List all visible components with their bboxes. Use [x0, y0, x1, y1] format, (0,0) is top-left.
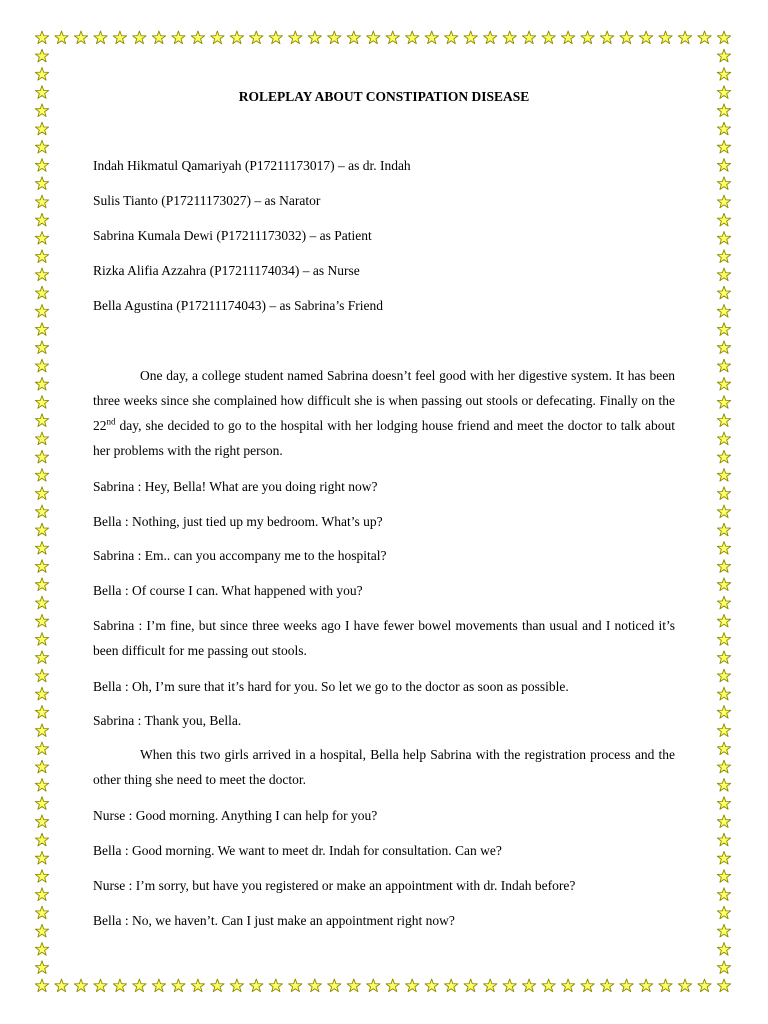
star-icon [35, 961, 48, 974]
star-icon [717, 414, 730, 427]
star-icon [717, 924, 730, 937]
star-icon [717, 815, 730, 828]
star-icon [35, 31, 48, 44]
star-icon [717, 961, 730, 974]
star-icon [35, 888, 48, 901]
star-icon [717, 31, 730, 44]
star-icon [35, 268, 48, 281]
star-icon [35, 195, 48, 208]
star-icon [35, 323, 48, 336]
star-icon [35, 68, 48, 81]
document-page [93, 0, 675, 1024]
star-icon [35, 797, 48, 810]
star-icon [35, 232, 48, 245]
star-icon [35, 396, 48, 409]
star-icon [717, 560, 730, 573]
star-icon [35, 706, 48, 719]
star-icon [35, 979, 48, 992]
star-icon [717, 779, 730, 792]
star-icon [717, 742, 730, 755]
star-icon [717, 469, 730, 482]
star-icon [35, 651, 48, 664]
star-icon [35, 578, 48, 591]
star-icon [717, 432, 730, 445]
star-icon [717, 523, 730, 536]
star-icon [35, 359, 48, 372]
dialog-line: Nurse : I’m sorry, but have you registered or make an appointment with dr. Indah before? [93, 878, 576, 893]
dialog-paragraph: Sabrina : I’m fine, but since three weeks ago I have fewer bowel movements than usual and I noticed it’s been difficult for me passing out stools. [93, 618, 675, 658]
star-icon [717, 305, 730, 318]
page-title: ROLEPLAY ABOUT CONSTIPATION DISEASE [238, 89, 530, 104]
star-icon [55, 979, 68, 992]
star-icon [717, 888, 730, 901]
star-icon [717, 851, 730, 864]
star-icon [35, 633, 48, 646]
star-icon [717, 687, 730, 700]
star-icon [717, 86, 730, 99]
dialog-line: Sabrina : Em.. can you accompany me to the hospital? [93, 548, 387, 563]
star-icon [717, 232, 730, 245]
star-icon [35, 250, 48, 263]
star-icon [35, 414, 48, 427]
star-icon [717, 870, 730, 883]
star-icon [678, 31, 691, 44]
star-icon [717, 104, 730, 117]
star-icon [74, 979, 87, 992]
star-icon [35, 177, 48, 190]
star-icon [35, 49, 48, 62]
star-icon [35, 560, 48, 573]
star-icon [717, 122, 730, 135]
star-icon [35, 213, 48, 226]
star-icon [35, 122, 48, 135]
star-icon [717, 286, 730, 299]
narration-paragraph [93, 363, 675, 463]
star-icon [717, 906, 730, 919]
star-icon [35, 906, 48, 919]
star-icon [717, 979, 730, 992]
dialog-line: Bella : Oh, I’m sure that it’s hard for you. So let we go to the doctor as soon as possible. [93, 679, 569, 694]
star-icon [35, 140, 48, 153]
star-icon [717, 542, 730, 555]
star-icon [717, 177, 730, 190]
star-icon [717, 359, 730, 372]
star-icon [717, 633, 730, 646]
star-icon [35, 523, 48, 536]
star-icon [717, 49, 730, 62]
star-icon [35, 377, 48, 390]
star-icon [717, 68, 730, 81]
star-icon [35, 286, 48, 299]
star-icon [35, 469, 48, 482]
star-icon [35, 487, 48, 500]
star-icon [35, 159, 48, 172]
star-icon [717, 797, 730, 810]
star-icon [35, 86, 48, 99]
star-icon [717, 487, 730, 500]
star-icon [35, 432, 48, 445]
star-icon [717, 195, 730, 208]
star-icon [717, 505, 730, 518]
star-icon [717, 250, 730, 263]
star-icon [717, 213, 730, 226]
dialog-line: Sabrina : Hey, Bella! What are you doing right now? [93, 479, 378, 494]
star-icon [717, 341, 730, 354]
star-icon [35, 943, 48, 956]
star-icon [35, 104, 48, 117]
star-icon [35, 833, 48, 846]
star-icon [717, 724, 730, 737]
star-icon [698, 979, 711, 992]
star-icon [35, 760, 48, 773]
star-icon [717, 323, 730, 336]
dialog-line: Sabrina : Thank you, Bella. [93, 713, 242, 728]
star-icon [717, 396, 730, 409]
star-icon [717, 614, 730, 627]
star-icon [35, 305, 48, 318]
cast-member-line: Indah Hikmatul Qamariyah (P17211173017) – as dr. Indah [93, 158, 411, 173]
cast-member-line: Bella Agustina (P17211174043) – as Sabrina’s Friend [93, 298, 383, 313]
star-icon [717, 833, 730, 846]
star-icon [717, 377, 730, 390]
star-icon [35, 851, 48, 864]
dialog-line: Bella : Good morning. We want to meet dr. Indah for consultation. Can we? [93, 843, 502, 858]
star-icon [35, 724, 48, 737]
narration-text: day, she decided to go to the hospital with her lodging house friend and meet the doctor to talk about her problems with the right person. [93, 418, 675, 458]
star-icon [35, 596, 48, 609]
star-icon [35, 542, 48, 555]
narration-text: One day, a college student named Sabrina doesn’t feel good with her digestive system. It has been three weeks since she complained how difficult she is when passing out stools or defecating. Finally on the 22 [93, 368, 675, 433]
star-icon [717, 669, 730, 682]
star-icon [717, 159, 730, 172]
star-icon [35, 614, 48, 627]
star-icon [717, 651, 730, 664]
narration-paragraph: When this two girls arrived in a hospital, Bella help Sabrina with the registration process and the other thing she need to meet the doctor. [93, 747, 675, 787]
star-icon [35, 505, 48, 518]
star-icon [717, 450, 730, 463]
star-icon [35, 779, 48, 792]
dialog-line: Bella : Nothing, just tied up my bedroom. What’s up? [93, 514, 383, 529]
star-icon [717, 596, 730, 609]
star-icon [717, 760, 730, 773]
star-icon [35, 742, 48, 755]
dialog-line: Bella : No, we haven’t. Can I just make an appointment right now? [93, 913, 455, 928]
star-icon [35, 341, 48, 354]
cast-member-line: Sulis Tianto (P17211173027) – as Narator [93, 193, 321, 208]
star-icon [35, 669, 48, 682]
cast-member-line: Sabrina Kumala Dewi (P17211173032) – as Patient [93, 228, 372, 243]
dialog-line: Bella : Of course I can. What happened with you? [93, 583, 363, 598]
star-icon [717, 943, 730, 956]
star-icon [678, 979, 691, 992]
star-icon [35, 870, 48, 883]
star-icon [55, 31, 68, 44]
star-icon [698, 31, 711, 44]
star-icon [35, 815, 48, 828]
cast-member-line: Rizka Alifia Azzahra (P17211174034) – as Nurse [93, 263, 360, 278]
star-icon [717, 578, 730, 591]
star-icon [35, 924, 48, 937]
star-icon [35, 687, 48, 700]
star-icon [717, 268, 730, 281]
star-icon [74, 31, 87, 44]
ordinal-suffix: nd [106, 416, 116, 427]
star-icon [717, 140, 730, 153]
star-icon [35, 450, 48, 463]
star-icon [717, 706, 730, 719]
dialog-line: Nurse : Good morning. Anything I can help for you? [93, 808, 378, 823]
